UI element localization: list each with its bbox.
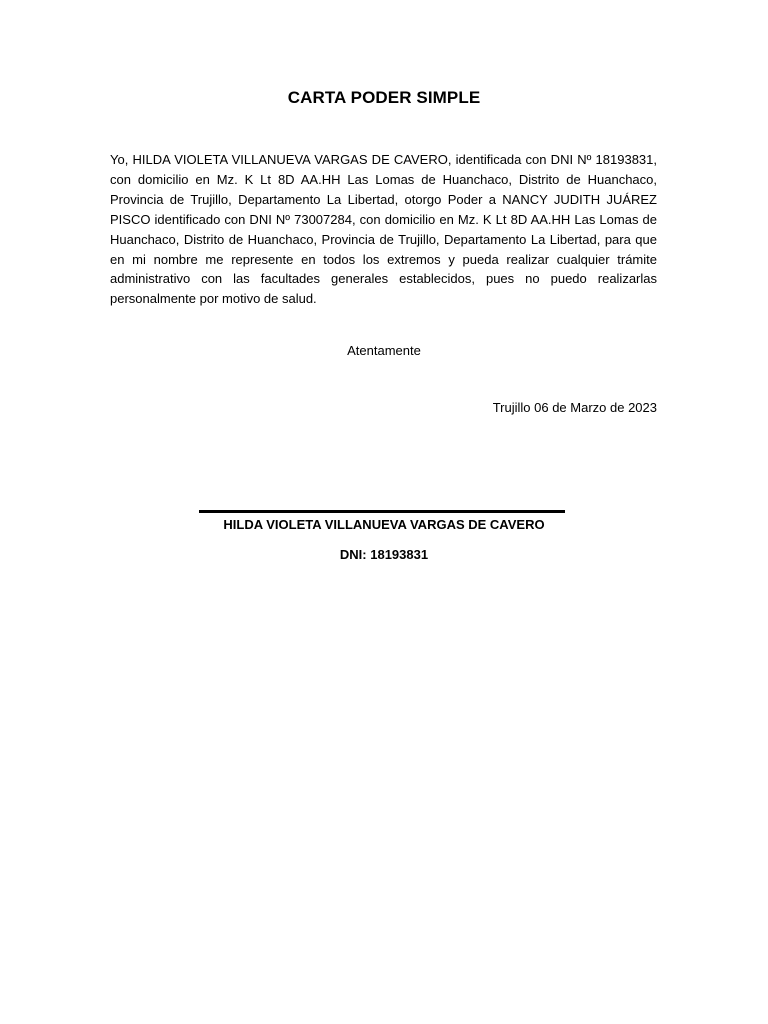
signer-dni: DNI: 18193831 [339,547,429,562]
signature-line [199,510,565,513]
document-body: Yo, HILDA VIOLETA VILLANUEVA VARGAS DE CAVERO, identificada con DNI Nº 18193831, con domicilio en Mz. K Lt 8D AA.HH Las Lomas de Huanchaco, Distrito de Huanchaco, Provincia de Trujillo, Departamento La Libertad, otorgo Poder a NANCY JUDITH JUÁREZ PISCO identificado con DNI Nº 73007284, con domicilio en Mz. K Lt 8D AA.HH Las Lomas de Huanchaco, Distrito de Huanchaco, Provincia de Trujillo, Departamento La Libertad, para que en mi nombre me represente en todos los extremos y pueda realizar cualquier trámite administrativo con las facultades generales establecidos, pues no puedo realizarlas personalmente por motivo de salud. [110,152,657,307]
signer-name: HILDA VIOLETA VILLANUEVA VARGAS DE CAVERO [223,517,545,532]
document-title: CARTA PODER SIMPLE [287,88,481,107]
closing-text: Atentamente [347,343,421,358]
date-line: Trujillo 06 de Marzo de 2023 [492,400,657,415]
